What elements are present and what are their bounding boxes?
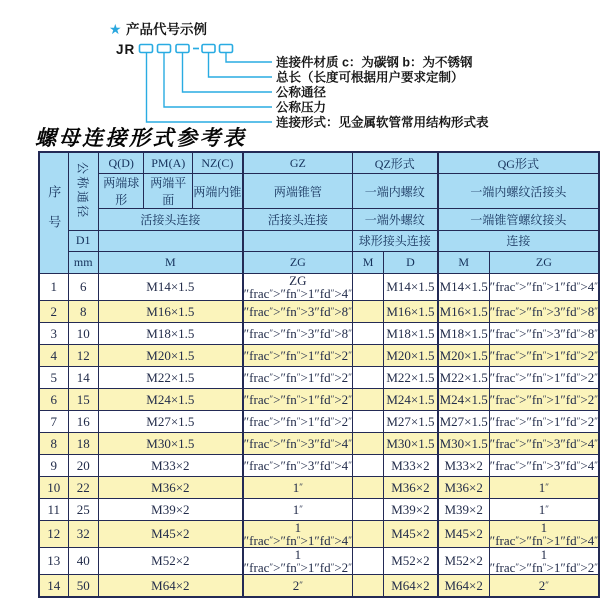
header-code-pma: PM(A)	[144, 152, 193, 174]
header-desc-nzc: 两端内锥	[193, 174, 243, 209]
header-connect: 连接	[438, 230, 599, 252]
code-box-1	[140, 45, 153, 53]
code-box-2	[158, 45, 171, 53]
cell-qg-m: M22×1.5	[438, 366, 490, 388]
cell-seq: 14	[39, 574, 68, 597]
cell-seq: 2	[39, 300, 68, 322]
table-row	[39, 300, 599, 322]
cell-thread-m: M14×1.5	[98, 273, 242, 300]
header-unit-qz-d: D	[384, 252, 438, 274]
header-desc-qd: 两端球形	[98, 174, 144, 209]
cell-qz-m	[352, 520, 383, 547]
code-box-3	[176, 45, 189, 53]
cell-gz: 1 ″frac″>″fn″>1″fd″>4″	[243, 519, 352, 548]
cell-dn: 14	[68, 366, 98, 388]
cell-gz: ZG ″frac″>″fn″>1″fd″>4″	[243, 272, 352, 301]
cell-dn: 32	[68, 520, 98, 547]
product-code-prefix: JR	[116, 42, 136, 57]
cell-dn: 20	[68, 454, 98, 476]
cell-qz-m	[352, 574, 383, 597]
cell-qg-m: M16×1.5	[438, 300, 490, 322]
cell-seq: 3	[39, 322, 68, 344]
table-row	[39, 476, 599, 498]
header-desc-qg: 一端内螺纹活接头	[438, 174, 599, 209]
cell-dn: 15	[68, 388, 98, 410]
cell-qg-zg: ″frac″>″fn″>1″fd″>2″	[489, 388, 599, 410]
cell-qg-zg: ″frac″>″fn″>3″fd″>4″	[489, 454, 599, 476]
table-row	[39, 410, 599, 432]
header-unit-qg-m: M	[438, 252, 490, 274]
cell-qg-m: M27×1.5	[438, 410, 490, 432]
cell-thread-m: M18×1.5	[98, 322, 242, 344]
header-code-qz: QZ形式	[352, 152, 437, 174]
header-unit-mm: mm	[68, 252, 98, 274]
header-unit-zg: ZG	[243, 252, 353, 274]
cell-qz-m	[352, 388, 383, 410]
annotation-material: 连接件材质 c：为碳钢 b：为不锈钢	[276, 55, 473, 70]
header-conn-qz: 一端外螺纹	[352, 209, 437, 231]
table-title: 螺母连接形式参考表	[35, 125, 247, 150]
cell-seq: 10	[39, 476, 68, 498]
cell-qz-m	[352, 410, 383, 432]
cell-qz-m	[352, 273, 383, 300]
cell-qz-m	[352, 547, 383, 574]
cell-thread-m: M24×1.5	[98, 388, 242, 410]
header-unit-m: M	[98, 252, 242, 274]
header-code-qg: QG形式	[438, 152, 599, 174]
cell-qg-zg: ″frac″>″fn″>3″fd″>8″	[489, 322, 599, 344]
header-ball-joint: 球形接头连接	[352, 230, 437, 252]
cell-qz-m	[352, 300, 383, 322]
header-desc-pma: 两端平面	[144, 174, 193, 209]
cell-qg-zg: 1 ″frac″>″fn″>1″fd″>4″	[489, 519, 598, 548]
cell-qg-m: M14×1.5	[438, 273, 490, 300]
cell-qg-m: M30×1.5	[438, 432, 490, 454]
diagram-title: 产品代号示例	[126, 22, 207, 37]
cell-qg-m: M52×2	[438, 547, 490, 574]
cell-gz: 1 ″frac″>″fn″>1″fd″>2″	[243, 546, 352, 575]
cell-qz-d: M22×1.5	[384, 366, 438, 388]
cell-qg-zg: ″frac″>″fn″>3″fd″>4″	[489, 432, 599, 454]
header-conn-union: 活接头连接	[98, 209, 242, 231]
cell-thread-m: M45×2	[98, 520, 242, 547]
cell-dn: 8	[68, 300, 98, 322]
cell-gz: ″frac″>″fn″>3″fd″>4″	[243, 432, 353, 454]
header-desc-gz: 两端锥管	[243, 174, 353, 209]
annotation-connection: 连接形式：见金属软管常用结构形式表	[276, 115, 489, 130]
cell-seq: 5	[39, 366, 68, 388]
cell-qz-d: M33×2	[384, 454, 438, 476]
cell-gz: ″frac″>″fn″>1″fd″>2″	[243, 388, 353, 410]
cell-dn: 10	[68, 322, 98, 344]
cell-qg-m: M20×1.5	[438, 344, 490, 366]
cell-qg-zg: 1″	[489, 476, 599, 498]
leader-line-length	[209, 53, 273, 77]
header-blank-left	[98, 230, 242, 252]
nut-connection-reference-table	[38, 151, 600, 598]
cell-gz: ″frac″>″fn″>1″fd″>2″	[243, 344, 353, 366]
table-row	[39, 574, 599, 597]
cell-qg-zg: ″frac″>″fn″>1″fd″>4″	[489, 273, 599, 300]
cell-dn: 25	[68, 498, 98, 520]
table-row	[39, 432, 599, 454]
leader-line-material	[226, 53, 272, 62]
leader-line-diameter	[183, 53, 273, 92]
cell-qz-d: M30×1.5	[384, 432, 438, 454]
cell-dn: 6	[68, 273, 98, 300]
cell-qg-zg: 2″	[489, 574, 599, 597]
annotation-pressure: 公称压力	[276, 100, 327, 115]
cell-thread-m: M16×1.5	[98, 300, 242, 322]
cell-thread-m: M27×1.5	[98, 410, 242, 432]
cell-seq: 1	[39, 273, 68, 300]
cell-qz-m	[352, 476, 383, 498]
table-row	[39, 366, 599, 388]
cell-thread-m: M64×2	[98, 574, 242, 597]
leader-line-pressure	[164, 53, 272, 107]
cell-seq: 11	[39, 498, 68, 520]
table-body	[39, 273, 599, 597]
annotation-diameter: 公称通径	[276, 85, 327, 100]
table-row	[39, 520, 599, 547]
table-row	[39, 388, 599, 410]
cell-thread-m: M30×1.5	[98, 432, 242, 454]
cell-dn: 40	[68, 547, 98, 574]
cell-qg-m: M18×1.5	[438, 322, 490, 344]
code-box-5	[220, 45, 233, 53]
cell-qg-zg: ″frac″>″fn″>1″fd″>2″	[489, 366, 599, 388]
header-code-gz: GZ	[243, 152, 353, 174]
table-header	[39, 152, 599, 273]
cell-dn: 50	[68, 574, 98, 597]
cell-thread-m: M36×2	[98, 476, 242, 498]
cell-qg-zg: 1 ″frac″>″fn″>1″fd″>2″	[489, 546, 598, 575]
cell-gz: ″frac″>″fn″>1″fd″>2″	[243, 410, 353, 432]
cell-qg-zg: 1″	[489, 498, 599, 520]
cell-qz-d: M36×2	[384, 476, 438, 498]
cell-seq: 9	[39, 454, 68, 476]
leader-line-connection	[147, 53, 273, 122]
cell-gz: ″frac″>″fn″>1″fd″>2″	[243, 366, 353, 388]
header-dn-label: 公称通径	[75, 162, 90, 221]
cell-qz-d: M45×2	[384, 520, 438, 547]
header-unit-qg-zg: ZG	[489, 252, 599, 274]
cell-gz: 1″	[243, 498, 353, 520]
cell-qg-m: M39×2	[438, 498, 490, 520]
table-row	[39, 547, 599, 574]
annotation-length: 总长（长度可根据用户要求定制）	[276, 70, 464, 85]
header-unit-qz-m: M	[352, 252, 383, 274]
cell-qz-m	[352, 498, 383, 520]
cell-thread-m: M39×2	[98, 498, 242, 520]
cell-dn: 16	[68, 410, 98, 432]
cell-qz-m	[352, 322, 383, 344]
cell-qz-d: M27×1.5	[384, 410, 438, 432]
cell-qz-d: M14×1.5	[384, 273, 438, 300]
cell-qz-d: M16×1.5	[384, 300, 438, 322]
header-desc-qz: 一端内螺纹	[352, 174, 437, 209]
cell-qg-m: M45×2	[438, 520, 490, 547]
table-row	[39, 322, 599, 344]
cell-seq: 6	[39, 388, 68, 410]
cell-qg-m: M36×2	[438, 476, 490, 498]
cell-qg-m: M33×2	[438, 454, 490, 476]
cell-qz-d: M18×1.5	[384, 322, 438, 344]
cell-qz-m	[352, 366, 383, 388]
header-blank-gz	[243, 230, 353, 252]
cell-thread-m: M33×2	[98, 454, 242, 476]
cell-thread-m: M52×2	[98, 547, 242, 574]
code-box-4	[202, 45, 215, 53]
cell-seq: 13	[39, 547, 68, 574]
header-d1: D1	[68, 230, 98, 252]
cell-qg-zg: ″frac″>″fn″>1″fd″>2″	[489, 410, 599, 432]
cell-gz: 1″	[243, 476, 353, 498]
header-conn-qg: 一端锥管螺纹接头	[438, 209, 599, 231]
cell-dn: 18	[68, 432, 98, 454]
cell-qz-m	[352, 344, 383, 366]
cell-qz-d: M24×1.5	[384, 388, 438, 410]
cell-qz-d: M39×2	[384, 498, 438, 520]
cell-qg-m: M64×2	[438, 574, 490, 597]
table-row	[39, 344, 599, 366]
cell-seq: 7	[39, 410, 68, 432]
cell-qz-m	[352, 454, 383, 476]
cell-seq: 4	[39, 344, 68, 366]
header-conn-gz: 活接头连接	[243, 209, 353, 231]
cell-qg-zg: ″frac″>″fn″>3″fd″>8″	[489, 300, 599, 322]
cell-seq: 12	[39, 520, 68, 547]
cell-thread-m: M22×1.5	[98, 366, 242, 388]
header-code-nzc: NZ(C)	[193, 152, 243, 174]
cell-dn: 12	[68, 344, 98, 366]
cell-qg-m: M24×1.5	[438, 388, 490, 410]
cell-gz: ″frac″>″fn″>3″fd″>8″	[243, 300, 353, 322]
table-row	[39, 273, 599, 300]
cell-dn: 22	[68, 476, 98, 498]
header-code-qd: Q(D)	[98, 152, 144, 174]
cell-qg-zg: ″frac″>″fn″>1″fd″>2″	[489, 344, 599, 366]
cell-qz-d: M20×1.5	[384, 344, 438, 366]
header-seq	[39, 152, 68, 273]
cell-qz-d: M52×2	[384, 547, 438, 574]
cell-qz-m	[352, 432, 383, 454]
cell-gz: ″frac″>″fn″>3″fd″>8″	[243, 322, 353, 344]
cell-seq: 8	[39, 432, 68, 454]
cell-thread-m: M20×1.5	[98, 344, 242, 366]
cell-qz-d: M64×2	[384, 574, 438, 597]
star-icon: ★	[109, 22, 122, 38]
table-row	[39, 498, 599, 520]
table-row	[39, 454, 599, 476]
cell-gz: ″frac″>″fn″>3″fd″>4″	[243, 454, 353, 476]
header-seq-label: 序号	[46, 185, 62, 246]
header-dn	[68, 152, 98, 230]
cell-gz: 2″	[243, 574, 353, 597]
